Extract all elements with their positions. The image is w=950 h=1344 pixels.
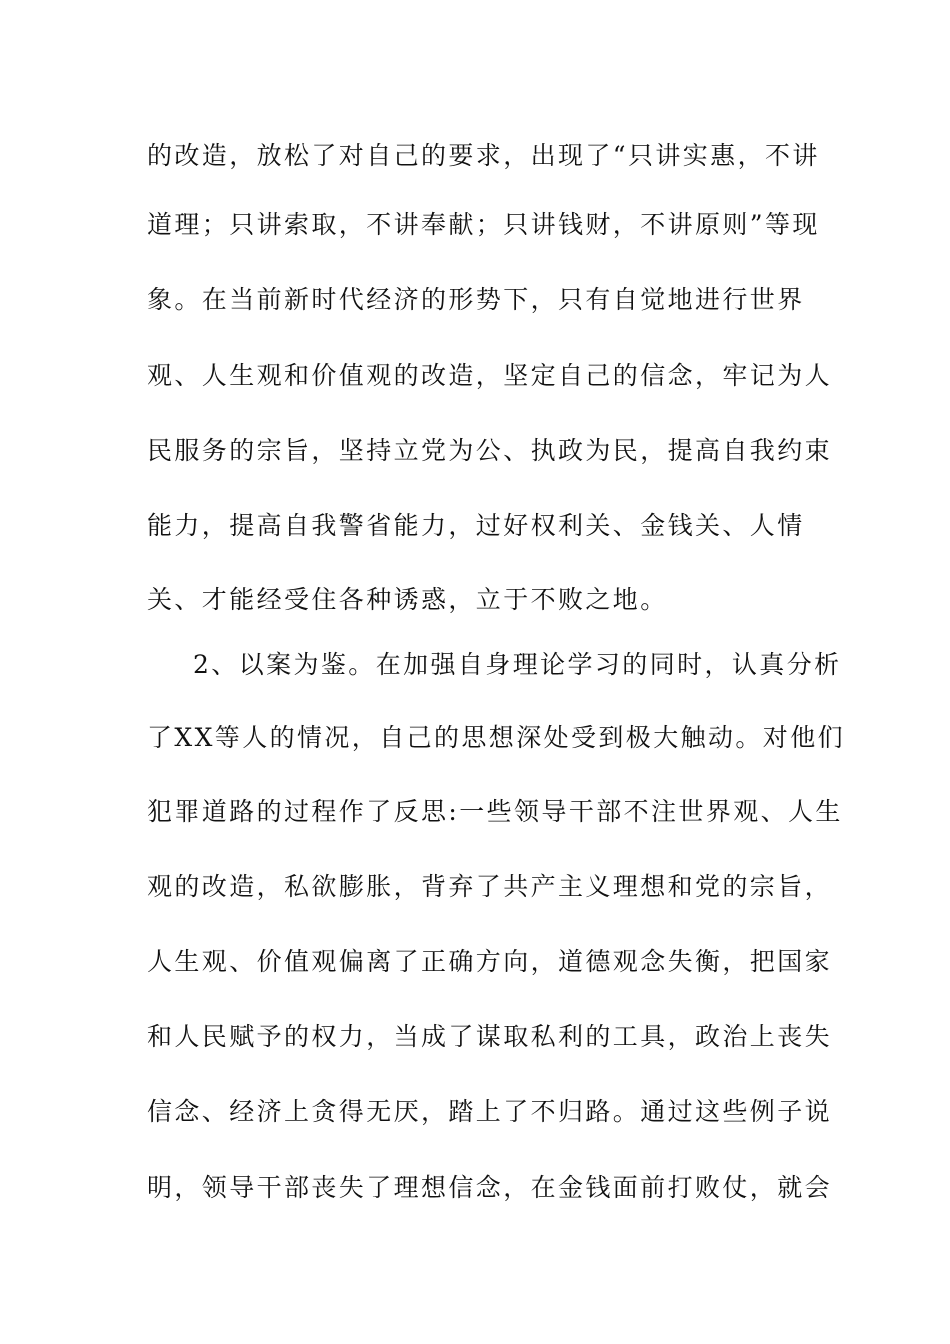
text-line: 的改造，放松了对自己的要求，出现了“只讲实惠，不讲 [147,141,820,170]
text-line: 关、才能经受住各种诱惑，立于不败之地。 [147,585,668,614]
text-line: 了XX等人的情况，自己的思想深处受到极大触动。对他们 [147,723,845,752]
text-line: 信念、经济上贪得无厌，踏上了不归路。通过这些例子说 [147,1097,833,1126]
text-line: 人生观、价值观偏离了正确方向，道德观念失衡，把国家 [147,947,833,976]
text-line: 民服务的宗旨，坚持立党为公、执政为民，提高自我约束 [147,436,833,465]
paragraph-first-line: 2、以案为鉴。在加强自身理论学习的同时，认真分析 [193,650,842,679]
text-line: 道理；只讲索取，不讲奉献；只讲钱财，不讲原则”等现 [147,210,820,239]
text-line: 犯罪道路的过程作了反思:一些领导干部不注世界观、人生 [147,797,843,826]
text-line: 观、人生观和价值观的改造，坚定自己的信念，牢记为人 [147,361,833,390]
text-line: 象。在当前新时代经济的形势下，只有自觉地进行世界 [147,285,805,314]
text-line: 和人民赋予的权力，当成了谋取私利的工具，政治上丧失 [147,1022,833,1051]
text-line: 明，领导干部丧失了理想信念，在金钱面前打败仗，就会 [147,1173,833,1202]
text-line: 观的改造，私欲膨胀，背弃了共产主义理想和党的宗旨， [147,872,833,901]
text-line: 能力，提高自我警省能力，过好权利关、金钱关、人情 [147,511,805,540]
